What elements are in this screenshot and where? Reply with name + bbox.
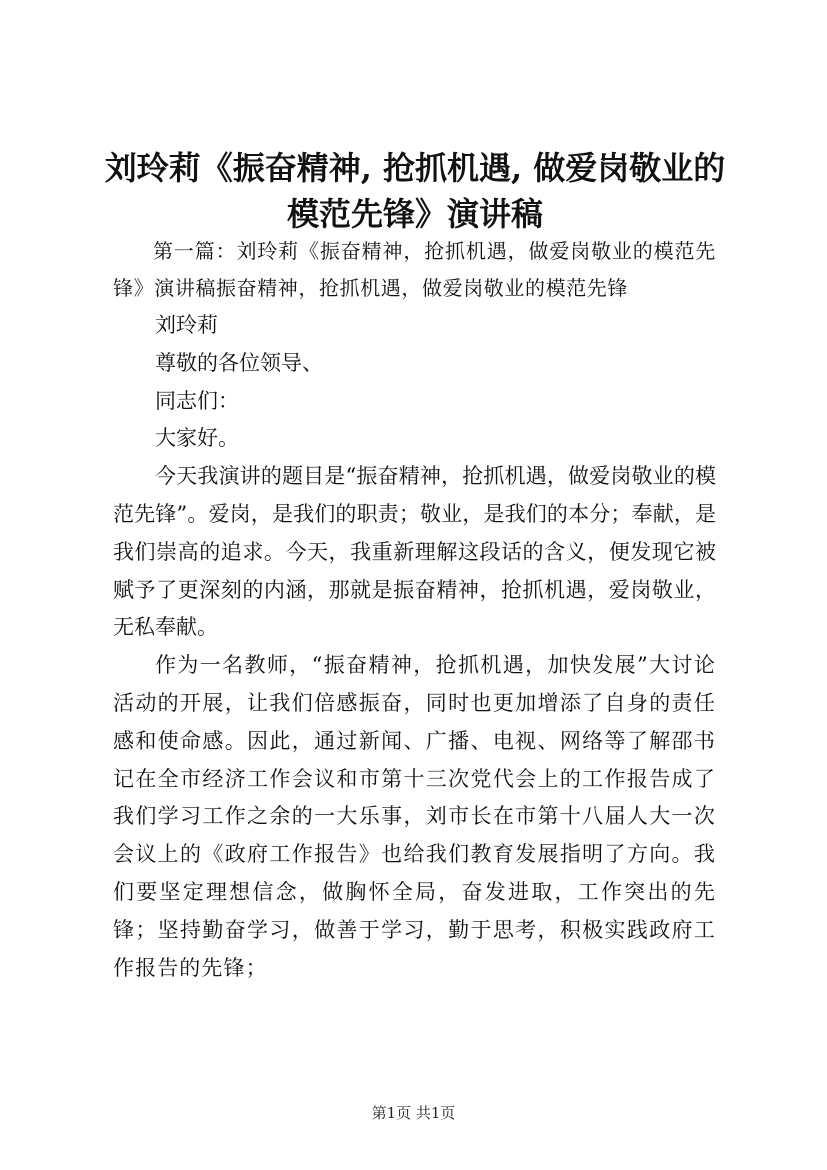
greeting: 大家好。 (155, 426, 239, 451)
document-title: 刘玲莉《振奋精神, 抢抓机遇, 做爱岗敬业的模范先锋》演讲稿 (104, 149, 726, 233)
document-body (113, 233, 716, 987)
salutation-leaders: 尊敬的各位领导、 (155, 350, 323, 375)
paragraph-teacher: 作为一名教师，“振奋精神，抢抓机遇，加快发展”大讨论活动的开展，让我们倍感振奋，同时也更加增添了自身的责任感和使命感。因此，通过新闻、广播、电视、网络等了解邵书记在全市经济工作会议和市第十三次党代会上的工作报告成了我们学习工作之余的一大乐事，刘市长在市第十八届人大一次会议上的《政府工作报告》也给我们教育发展指明了方向。我们要坚定理想信念，做胸怀全局，奋发进取，工作突出的先锋；坚持勤奋学习，做善于学习，勤于思考，积极实践政府工作报告的先锋； (113, 653, 716, 980)
salutation-comrades: 同志们： (155, 388, 239, 413)
paragraph-intro: 第一篇：刘玲莉《振奋精神，抢抓机遇，做爱岗敬业的模范先锋》演讲稿振奋精神，抢抓机遇，做爱岗敬业的模范先锋 (113, 239, 716, 300)
author-name: 刘玲莉 (155, 313, 218, 337)
paragraph-topic: 今天我演讲的题目是“振奋精神，抢抓机遇，做爱岗敬业的模范先锋”。爱岗，是我们的职责；敬业，是我们的本分；奉献，是我们崇高的追求。今天，我重新理解这段话的含义，便发现它被赋予了更深刻的内涵，那就是振奋精神，抢抓机遇，爱岗敬业，无私奉献。 (113, 464, 716, 640)
page-footer: 第1页 共1页 (371, 1104, 456, 1122)
